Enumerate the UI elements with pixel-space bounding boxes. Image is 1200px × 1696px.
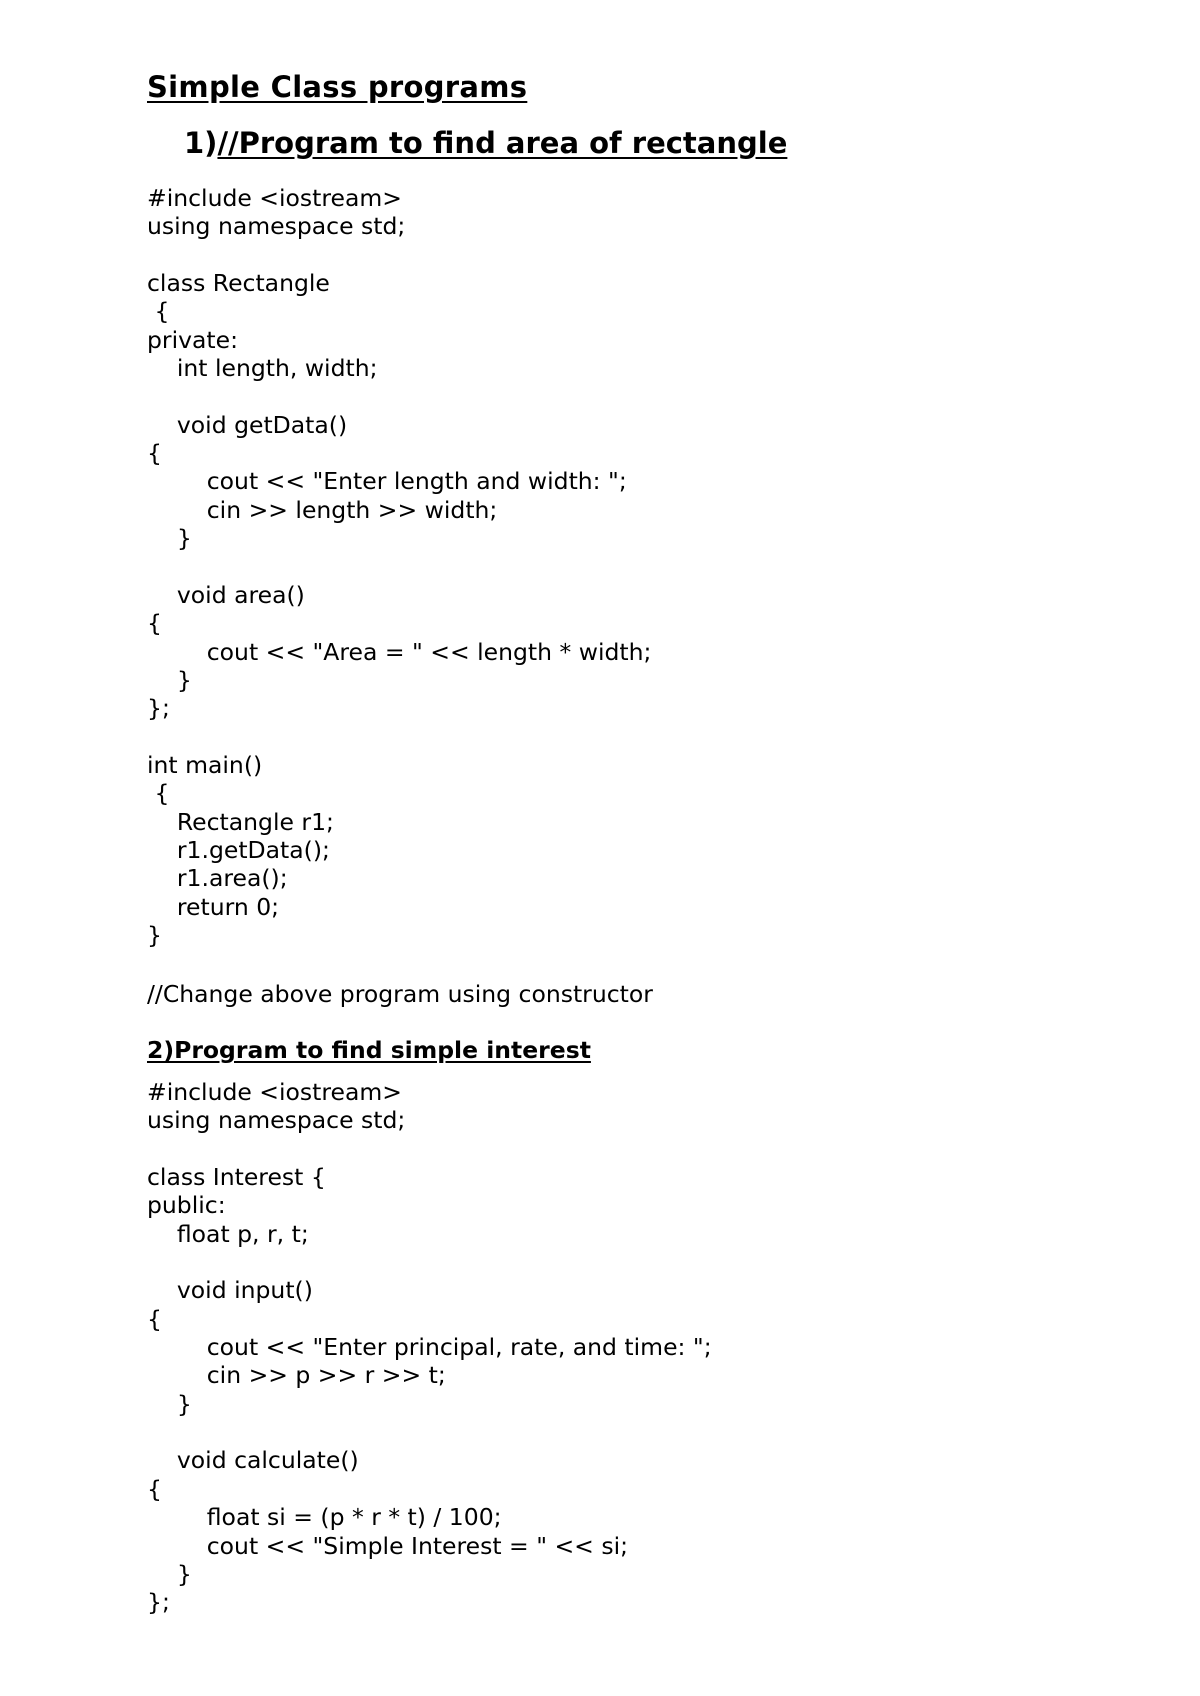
code-line: } xyxy=(147,524,192,553)
section-1-title: //Program to find area of rectangle xyxy=(217,126,788,160)
code-line xyxy=(147,241,651,269)
code-line: { xyxy=(147,1474,162,1503)
code-line: cin >> length >> width; xyxy=(147,495,498,524)
code-line: cout << "Enter principal, rate, and time: "; xyxy=(147,1333,712,1362)
code-line: using namespace std; xyxy=(147,212,406,241)
code-line: cout << "Simple Interest = " << si; xyxy=(147,1531,629,1560)
code-line: class Interest { xyxy=(147,1163,326,1192)
code-line: r1.getData(); xyxy=(147,835,330,864)
code-line xyxy=(147,1248,712,1276)
section-1-code xyxy=(147,184,651,949)
code-line: #include <iostream> xyxy=(147,184,402,212)
code-line xyxy=(147,723,651,751)
code-line: { xyxy=(147,439,162,468)
code-line: void getData() xyxy=(147,410,348,439)
section-2-heading: 2)Program to find simple interest xyxy=(147,1036,591,1064)
code-line: void calculate() xyxy=(147,1446,359,1475)
code-line: } xyxy=(147,665,192,694)
code-line: { xyxy=(147,779,170,808)
code-line xyxy=(147,1418,712,1446)
code-line: Rectangle r1; xyxy=(147,807,334,836)
code-line: }; xyxy=(147,1588,170,1617)
code-line: float p, r, t; xyxy=(147,1219,309,1248)
code-line: class Rectangle xyxy=(147,269,330,298)
code-line: float si = (p * r * t) / 100; xyxy=(147,1503,502,1532)
section-2-code xyxy=(147,1078,712,1617)
code-line xyxy=(147,1135,712,1163)
code-line xyxy=(147,382,651,410)
code-line: r1.area(); xyxy=(147,864,288,893)
code-line: { xyxy=(147,1304,162,1333)
code-line: cin >> p >> r >> t; xyxy=(147,1361,446,1390)
document-title: Simple Class programs xyxy=(147,70,528,104)
code-line: void input() xyxy=(147,1276,313,1305)
code-line: cout << "Area = " << length * width; xyxy=(147,637,652,666)
code-line: } xyxy=(147,920,162,949)
code-line: using namespace std; xyxy=(147,1106,406,1135)
code-line: cout << "Enter length and width: "; xyxy=(147,467,627,496)
code-line: } xyxy=(147,1389,192,1418)
code-line: { xyxy=(147,297,170,326)
code-line xyxy=(147,552,651,580)
code-line: #include <iostream> xyxy=(147,1078,402,1106)
code-line: } xyxy=(147,1559,192,1588)
code-line: void area() xyxy=(147,580,305,609)
code-line: private: xyxy=(147,325,239,354)
code-line: public: xyxy=(147,1191,226,1220)
section-1-heading xyxy=(184,126,787,160)
code-line: int main() xyxy=(147,750,263,779)
code-line: int length, width; xyxy=(147,354,378,383)
section-1-number: 1) xyxy=(184,126,218,160)
code-line: return 0; xyxy=(147,892,280,921)
code-line: }; xyxy=(147,694,170,723)
code-line: { xyxy=(147,609,162,638)
section-1-note: //Change above program using constructor xyxy=(147,980,653,1008)
